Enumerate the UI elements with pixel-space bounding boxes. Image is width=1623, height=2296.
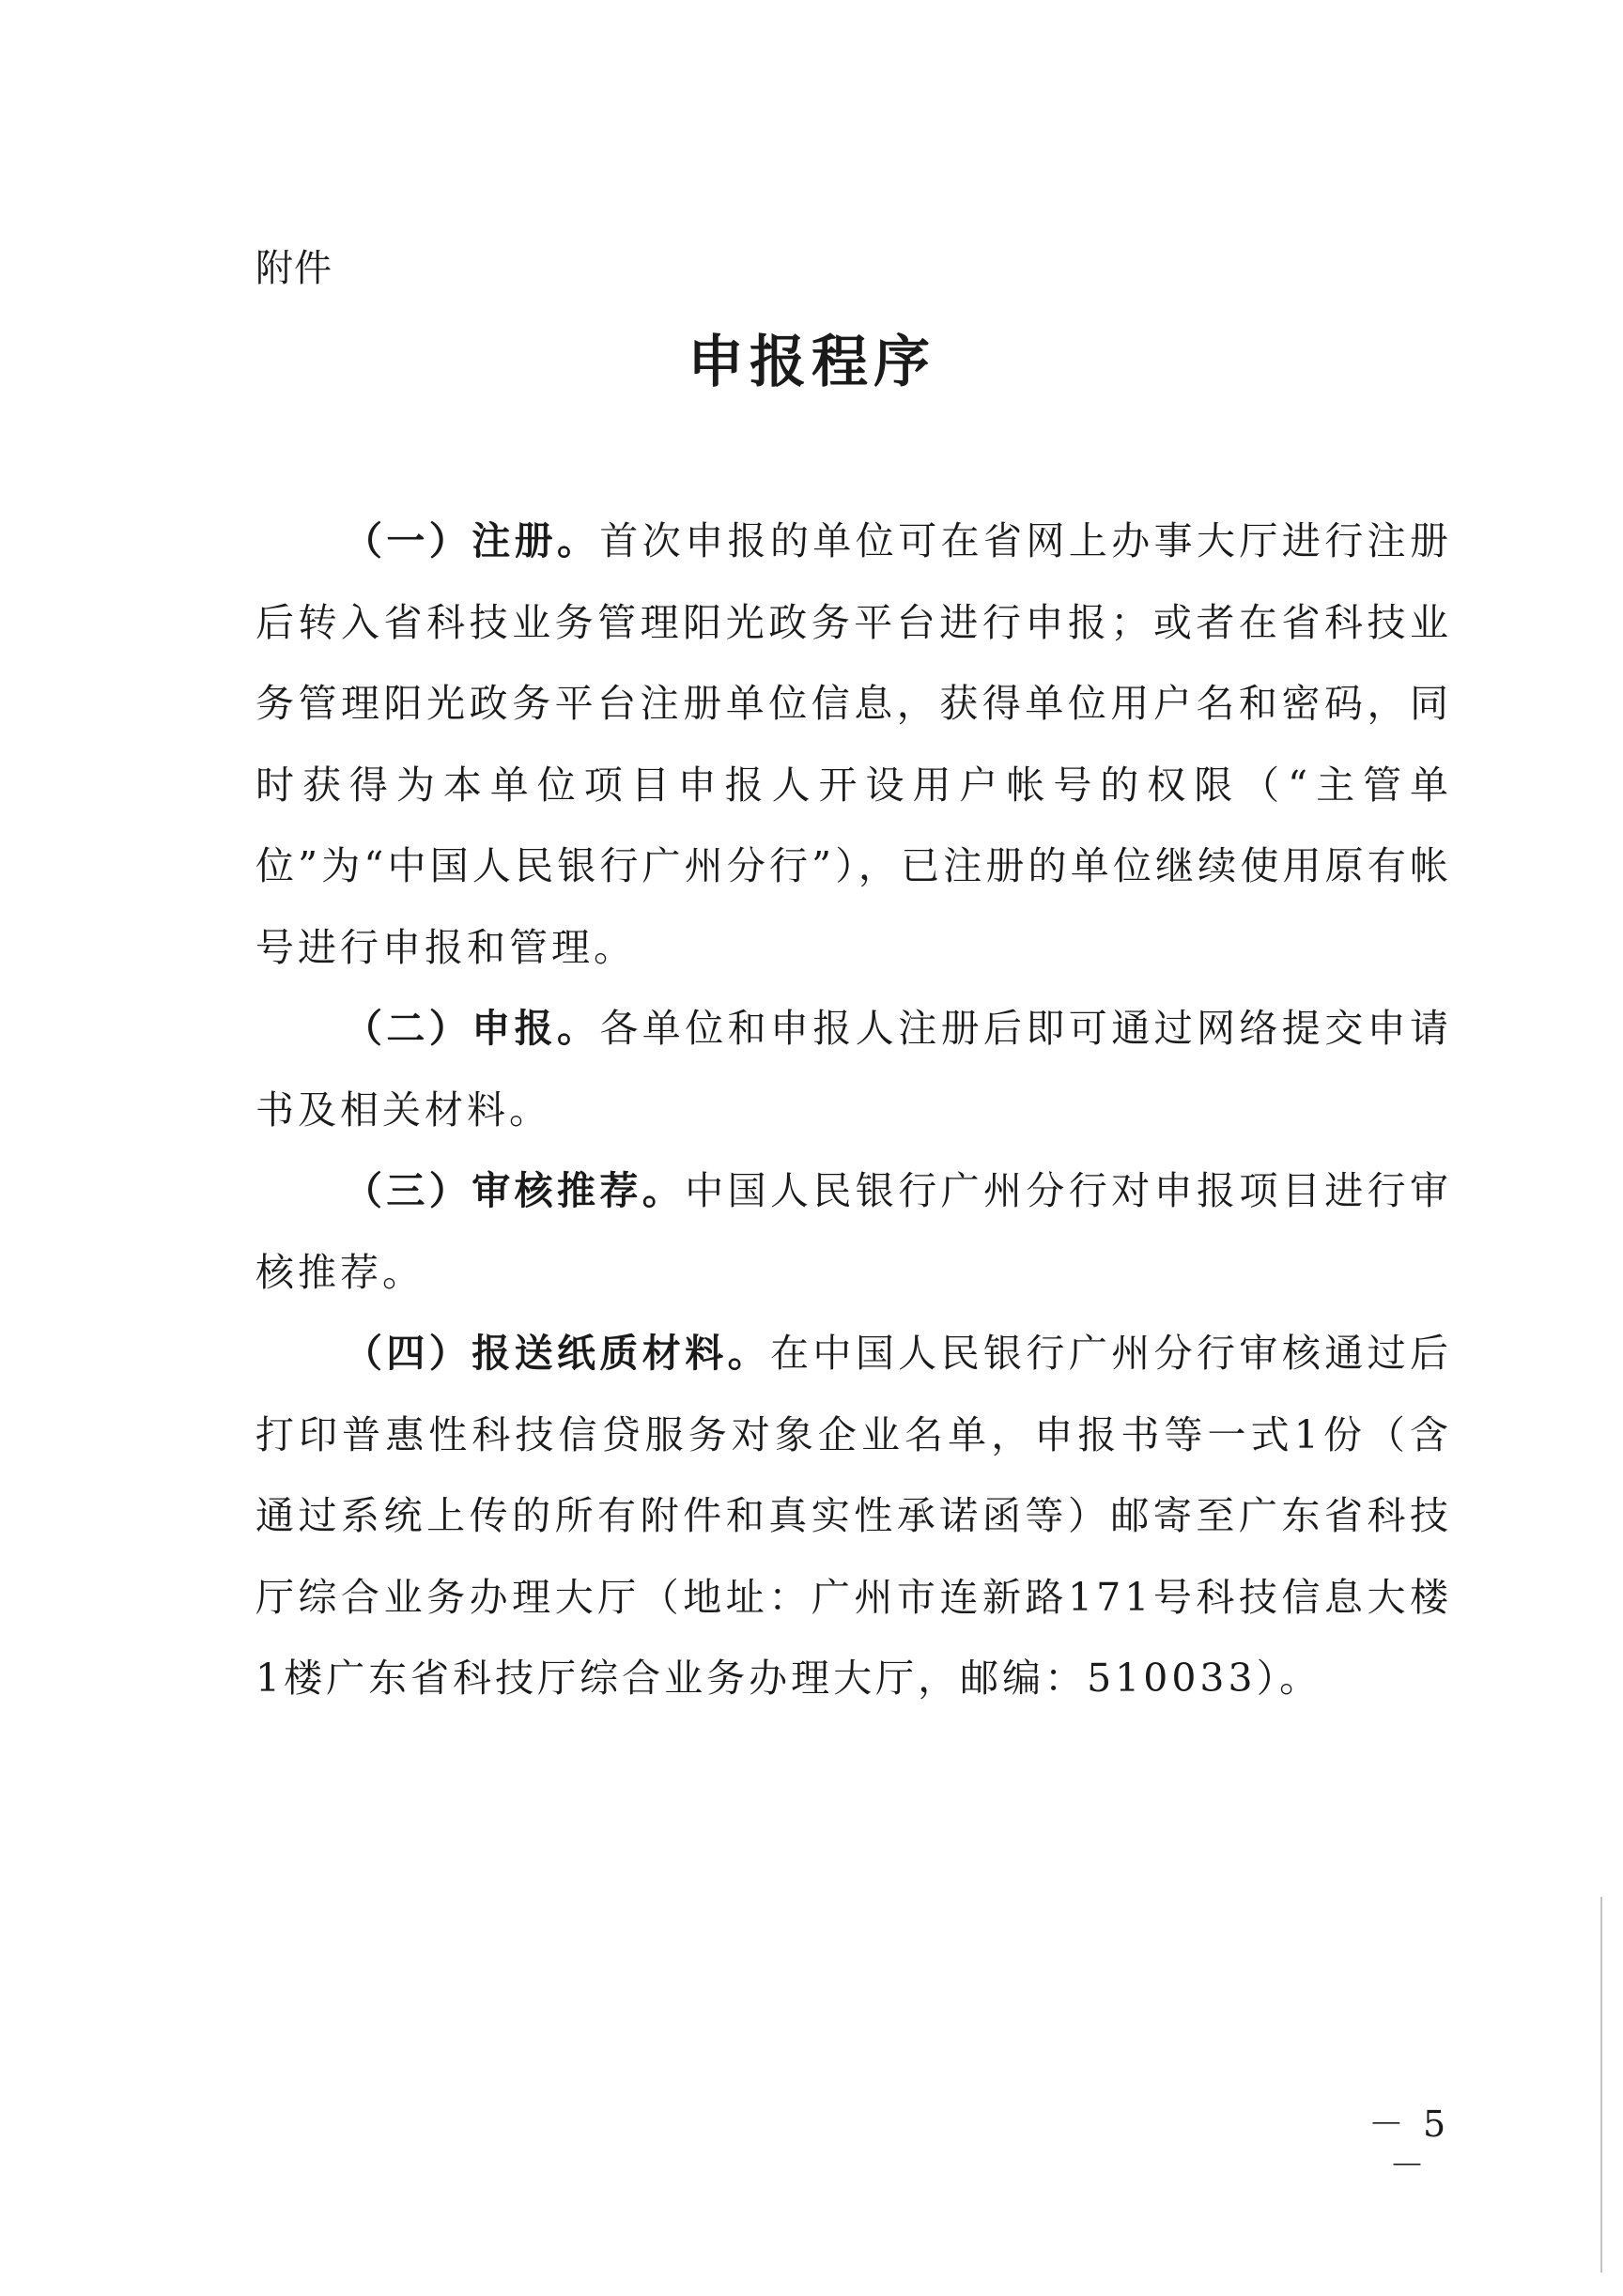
section-review bbox=[255, 1150, 1452, 1313]
section-register bbox=[255, 501, 1452, 988]
section-text: 各单位和申报人注册后即可通过网络提交申请书及相关材料。 bbox=[255, 1006, 1453, 1133]
section-heading: 审核推荐。 bbox=[471, 1168, 686, 1213]
section-apply bbox=[255, 988, 1452, 1150]
attachment-label: 附件 bbox=[255, 247, 332, 290]
section-text: 首次申报的单位可在省网上办事大厅进行注册后转入省科技业务管理阳光政务平台进行申报；或者在省科技业务管理阳光政务平台注册单位信息，获得单位用户名和密码，同时获得为本单位项目申报人开设用户帐号的权限（“主管单位”为“中国人民银行广州分行”），已注册的单位继续使用原有帐号进行申报和管理。 bbox=[255, 518, 1453, 970]
section-submit-paper bbox=[255, 1313, 1452, 1719]
section-marker: （二） bbox=[344, 1006, 472, 1051]
document-body bbox=[255, 501, 1452, 1719]
section-heading: 报送纸质材料。 bbox=[471, 1331, 771, 1376]
section-heading: 注册。 bbox=[471, 518, 600, 563]
scan-edge-line bbox=[1600, 1897, 1602, 2273]
page-number: － 5 － bbox=[1368, 2103, 1450, 2186]
document-title: 申报程序 bbox=[688, 330, 935, 395]
section-marker: （三） bbox=[344, 1168, 472, 1213]
section-marker: （四） bbox=[344, 1331, 472, 1376]
section-marker: （一） bbox=[344, 518, 472, 563]
section-heading: 申报。 bbox=[471, 1006, 600, 1051]
section-text: 在中国人民银行广州分行审核通过后打印普惠性科技信贷服务对象企业名单，申报书等一式1份（含通过系统上传的所有附件和真实性承诺函等）邮寄至广东省科技厅综合业务办理大厅（地址：广州市连新路171号科技信息大楼1楼广东省科技厅综合业务办理大厅，邮编：510033）。 bbox=[255, 1331, 1453, 1701]
section-text: 中国人民银行广州分行对申报项目进行审核推荐。 bbox=[255, 1168, 1453, 1295]
